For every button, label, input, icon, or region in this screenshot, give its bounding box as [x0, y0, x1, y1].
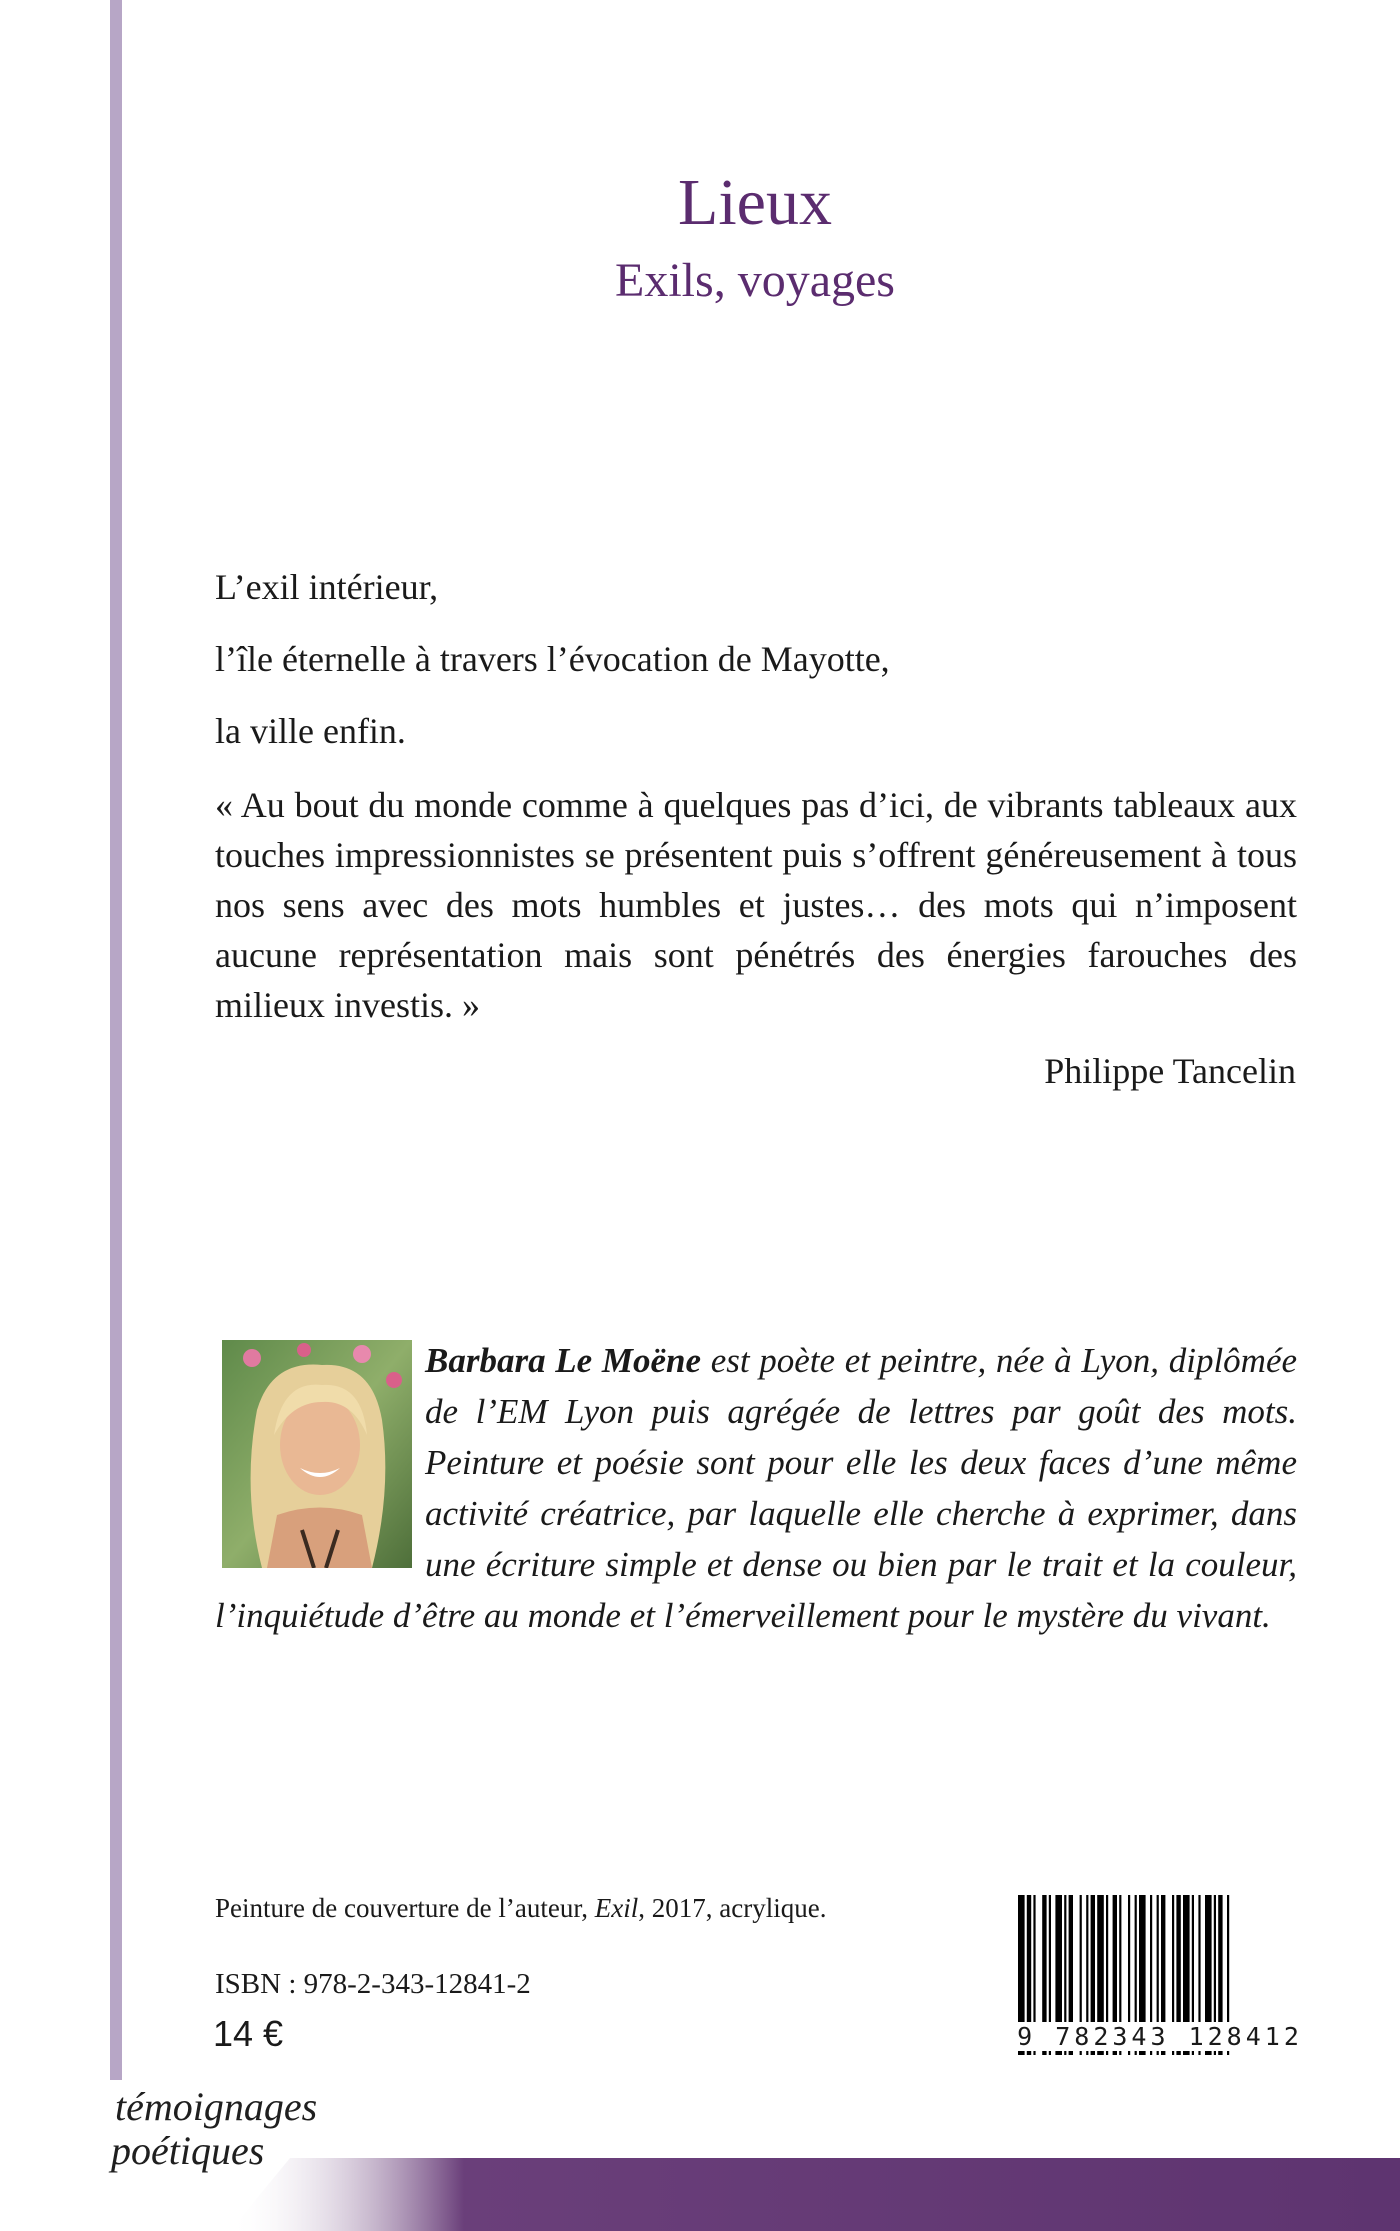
side-rule [110, 0, 122, 2080]
bio-text: est poète et peintre, née à Lyon, diplômée de l’EM Lyon puis agrégée de lettres par goût des mots. Peinture et poésie sont pour elle les deux faces d’une même activité créatrice, par laquelle elle cherche à exprimer, dans une écriture simple et dense ou bien par le trait et la couleur, l’inquiétude d’être au monde et l’émerveillement pour le mystère du vivant. [215, 1341, 1298, 1635]
collection-line-1: témoignages [115, 2084, 318, 2129]
photo-spacer [215, 1335, 425, 1567]
review-quote: « Au bout du monde comme à quelques pas d’ici, de vibrants tableaux aux touches impressionnistes se présentent puis s’offrent généreusement à tous nos sens avec des mots humbles et justes… des mots qui n’imposent aucune représentation mais sont pénétrés des énergies farouches des milieux investis. » [215, 785, 1297, 1025]
credit-prefix: Peinture de couverture de l’auteur, [215, 1893, 595, 1923]
barcode-digits: 9 782343 128412 [1014, 2022, 1306, 2051]
poem-line: L’exil intérieur, [215, 567, 439, 607]
collection-line-2: poétiques [111, 2128, 265, 2173]
author-bio [215, 1335, 1297, 1641]
author-name: Barbara Le Moëne [425, 1341, 702, 1380]
poem-excerpt [215, 565, 1297, 781]
quote-author: Philippe Tancelin [1044, 1051, 1296, 1091]
poem-line: l’île éternelle à travers l’évocation de Mayotte, [215, 639, 890, 679]
poem-line: la ville enfin. [215, 711, 406, 751]
book-title: Lieux [678, 166, 832, 239]
collection-band [0, 2158, 1400, 2231]
price: 14 € [213, 2013, 284, 2054]
cover-credit [215, 1893, 826, 1924]
isbn: ISBN : 978-2-343-12841-2 [215, 1968, 531, 2000]
credit-suffix: , 2017, acrylique. [638, 1893, 827, 1923]
book-subtitle: Exils, voyages [615, 254, 895, 307]
credit-work: Exil [594, 1893, 639, 1923]
